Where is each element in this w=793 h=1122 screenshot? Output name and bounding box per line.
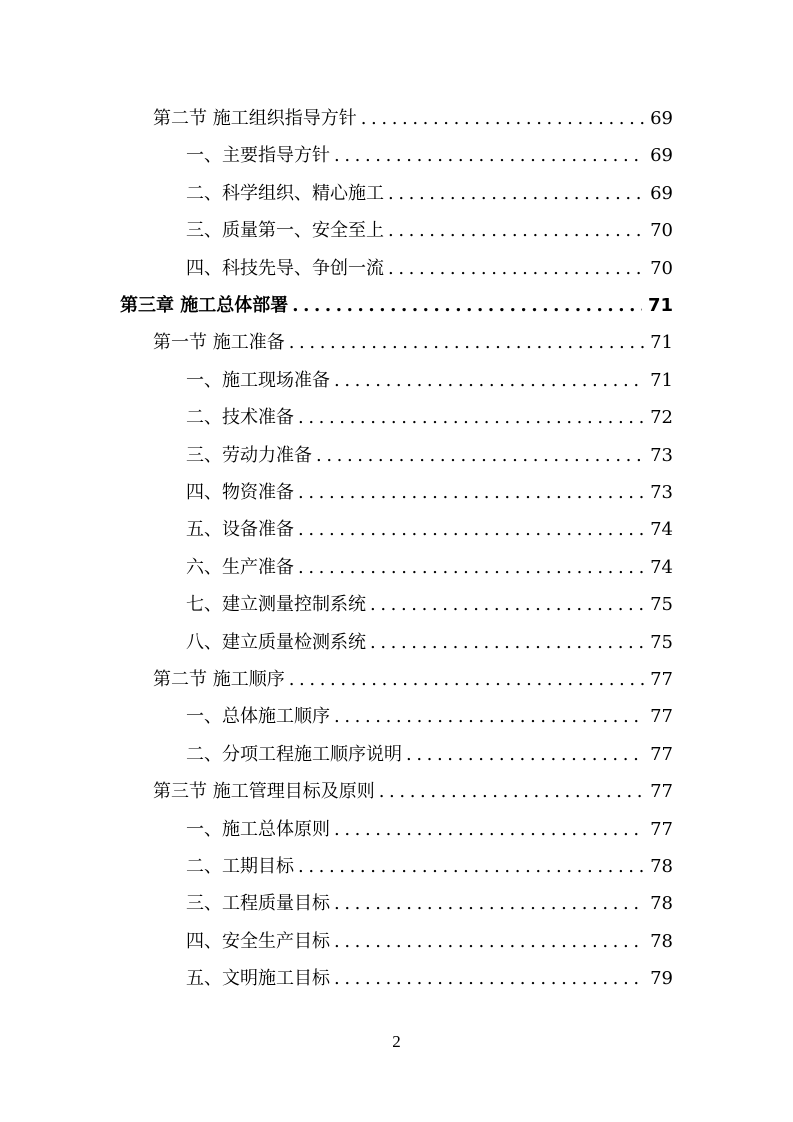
toc-entry-number: 四、 (186, 930, 222, 952)
toc-subsection-entry[interactable] (186, 624, 673, 661)
toc-page-number: 78 (650, 893, 673, 915)
toc-leader-dots (334, 698, 644, 735)
toc-entry-label (153, 773, 375, 810)
toc-entry-label (186, 362, 330, 399)
toc-entry-label (186, 586, 366, 623)
toc-entry-number: 六、 (186, 556, 222, 578)
toc-entry-label (186, 175, 384, 212)
toc-page-number: 72 (650, 407, 673, 429)
toc-subsection-entry[interactable] (186, 399, 673, 436)
toc-entry-title: 工程质量目标 (222, 893, 330, 915)
toc-section-entry[interactable] (153, 100, 673, 137)
toc-page-number: 71 (647, 295, 673, 316)
toc-entry-title: 施工组织指导方针 (212, 108, 357, 129)
toc-entry-title: 分项工程施工顺序说明 (222, 743, 402, 765)
toc-subsection-entry[interactable] (186, 549, 673, 586)
toc-subsection-entry[interactable] (186, 137, 673, 174)
toc-leader-dots (388, 212, 644, 249)
toc-leader-dots (334, 923, 644, 960)
toc-entry-title: 施工管理目标及原则 (212, 781, 375, 803)
toc-leader-dots (298, 511, 644, 548)
toc-leader-dots (334, 137, 644, 174)
toc-entry-title: 劳动力准备 (222, 444, 312, 466)
toc-leader-dots (379, 773, 644, 810)
toc-entry-title: 施工总体部署 (180, 295, 289, 316)
toc-entry-label (186, 437, 312, 474)
toc-entry-number: 第二节 (153, 108, 207, 129)
toc-leader-dots (370, 624, 644, 661)
toc-entry-label (186, 736, 402, 773)
toc-page-number: 71 (650, 369, 673, 391)
toc-entry-title: 施工顺序 (212, 669, 285, 690)
toc-page-number: 71 (650, 332, 673, 354)
toc-entry-number: 三、 (186, 893, 222, 915)
toc-subsection-entry[interactable] (186, 175, 673, 212)
toc-subsection-entry[interactable] (186, 362, 673, 399)
toc-entry-number: 一、 (186, 145, 222, 167)
toc-page-number: 69 (650, 182, 673, 204)
toc-entry-number: 一、 (186, 818, 222, 840)
toc-leader-dots (298, 399, 644, 436)
toc-entry-number: 八、 (186, 631, 222, 653)
toc-leader-dots (298, 549, 644, 586)
toc-entry-label (153, 100, 357, 137)
toc-entry-title: 主要指导方针 (222, 145, 330, 167)
toc-entry-number: 第一节 (153, 332, 207, 354)
toc-entry-number: 二、 (186, 182, 222, 204)
toc-entry-label (186, 848, 294, 885)
toc-entry-title: 科学组织、精心施工 (222, 182, 384, 204)
toc-page-number: 79 (650, 968, 673, 990)
toc-entry-label (186, 624, 366, 661)
toc-entry-number: 第三节 (153, 781, 207, 803)
toc-entry-number: 二、 (186, 407, 222, 429)
toc-entry-label (186, 885, 330, 922)
toc-leader-dots (298, 474, 644, 511)
toc-leader-dots (388, 175, 644, 212)
toc-section-entry[interactable] (153, 773, 673, 810)
toc-entry-label (153, 324, 285, 361)
toc-entry-title: 技术准备 (222, 407, 294, 429)
toc-leader-dots (334, 885, 644, 922)
toc-entry-title: 生产准备 (222, 556, 294, 578)
toc-page-number: 77 (650, 818, 673, 840)
toc-page-number: 73 (650, 482, 673, 503)
toc-entry-label (186, 474, 294, 511)
toc-subsection-entry[interactable] (186, 212, 673, 249)
toc-entry-number: 二、 (186, 856, 222, 877)
toc-entry-number: 一、 (186, 369, 222, 391)
toc-leader-dots (334, 811, 644, 848)
toc-leader-dots (388, 250, 644, 287)
toc-entry-label (186, 250, 384, 287)
toc-subsection-entry[interactable] (186, 811, 673, 848)
toc-page-number: 69 (650, 145, 673, 167)
toc-leader-dots (361, 100, 644, 137)
toc-leader-dots (316, 437, 644, 474)
toc-entry-title: 建立测量控制系统 (222, 594, 366, 616)
toc-page-number: 70 (650, 257, 673, 279)
toc-entry-label (186, 923, 330, 960)
toc-page-number: 78 (650, 856, 673, 877)
toc-entry-label (186, 399, 294, 436)
toc-entry-title: 施工准备 (212, 332, 285, 354)
toc-page-number: 73 (650, 444, 673, 466)
toc-subsection-entry[interactable] (186, 698, 673, 735)
toc-entry-number: 三、 (186, 220, 222, 242)
toc-entry-title: 工期目标 (222, 856, 294, 877)
toc-entry-number: 第三章 (120, 295, 174, 316)
toc-entry-number: 四、 (186, 257, 222, 279)
toc-entry-title: 施工总体原则 (222, 818, 330, 840)
toc-leader-dots (289, 661, 644, 698)
toc-entry-title: 建立质量检测系统 (222, 631, 366, 653)
toc-section-entry[interactable] (153, 324, 673, 361)
toc-entry-label (186, 137, 330, 174)
toc-subsection-entry[interactable] (186, 960, 673, 997)
toc-entry-number: 四、 (186, 482, 222, 503)
toc-subsection-entry[interactable] (186, 511, 673, 548)
toc-entry-title: 科技先导、争创一流 (222, 257, 384, 279)
toc-page-number: 77 (650, 743, 673, 765)
toc-page-number: 70 (650, 220, 673, 242)
toc-entry-title: 总体施工顺序 (222, 706, 330, 728)
toc-entry-label (186, 212, 384, 249)
toc-entry-title: 质量第一、安全至上 (222, 220, 384, 242)
toc-subsection-entry[interactable] (186, 250, 673, 287)
toc-entry-number: 三、 (186, 444, 222, 466)
toc-page-number: 75 (650, 594, 673, 616)
toc-page-number: 78 (650, 930, 673, 952)
toc-page-number: 69 (650, 108, 673, 129)
toc-section-entry[interactable] (153, 661, 673, 698)
toc-entry-title: 施工现场准备 (222, 369, 330, 391)
toc-entry-label (186, 511, 294, 548)
toc-subsection-entry[interactable] (186, 736, 673, 773)
toc-page-number: 74 (650, 556, 673, 578)
toc-leader-dots (292, 287, 642, 324)
toc-chapter-entry[interactable] (120, 287, 673, 324)
toc-entry-number: 一、 (186, 706, 222, 728)
toc-entry-number: 五、 (186, 968, 222, 990)
page-number: 2 (392, 1032, 401, 1051)
toc-entry-number: 二、 (186, 743, 222, 765)
toc-entry-title: 物资准备 (222, 482, 294, 503)
toc-page-number: 77 (650, 706, 673, 728)
toc-leader-dots (334, 362, 644, 399)
toc-leader-dots (289, 324, 644, 361)
toc-subsection-entry[interactable] (186, 923, 673, 960)
toc-page-number: 77 (650, 669, 673, 690)
toc-page-number: 75 (650, 631, 673, 653)
toc-entry-label (186, 549, 294, 586)
toc-leader-dots (406, 736, 644, 773)
toc-entry-label (153, 661, 285, 698)
toc-subsection-entry[interactable] (186, 586, 673, 623)
toc-entry-label (120, 287, 288, 324)
toc-entry-title: 安全生产目标 (222, 930, 330, 952)
toc-subsection-entry[interactable] (186, 885, 673, 922)
toc-entry-number: 五、 (186, 519, 222, 541)
toc-leader-dots (370, 586, 644, 623)
toc-entry-label (186, 698, 330, 735)
toc-entry-label (186, 811, 330, 848)
toc-entry-label (186, 960, 330, 997)
toc-subsection-entry[interactable] (186, 437, 673, 474)
toc-page-number: 74 (650, 519, 673, 541)
toc-entry-title: 文明施工目标 (222, 968, 330, 990)
toc-entry-title: 设备准备 (222, 519, 294, 541)
toc-entry-number: 七、 (186, 594, 222, 616)
toc-leader-dots (334, 960, 644, 997)
toc-leader-dots (298, 848, 644, 885)
toc-subsection-entry[interactable] (186, 474, 673, 511)
toc-entry-number: 第二节 (153, 669, 207, 690)
toc-subsection-entry[interactable] (186, 848, 673, 885)
toc-page-number: 77 (650, 781, 673, 803)
